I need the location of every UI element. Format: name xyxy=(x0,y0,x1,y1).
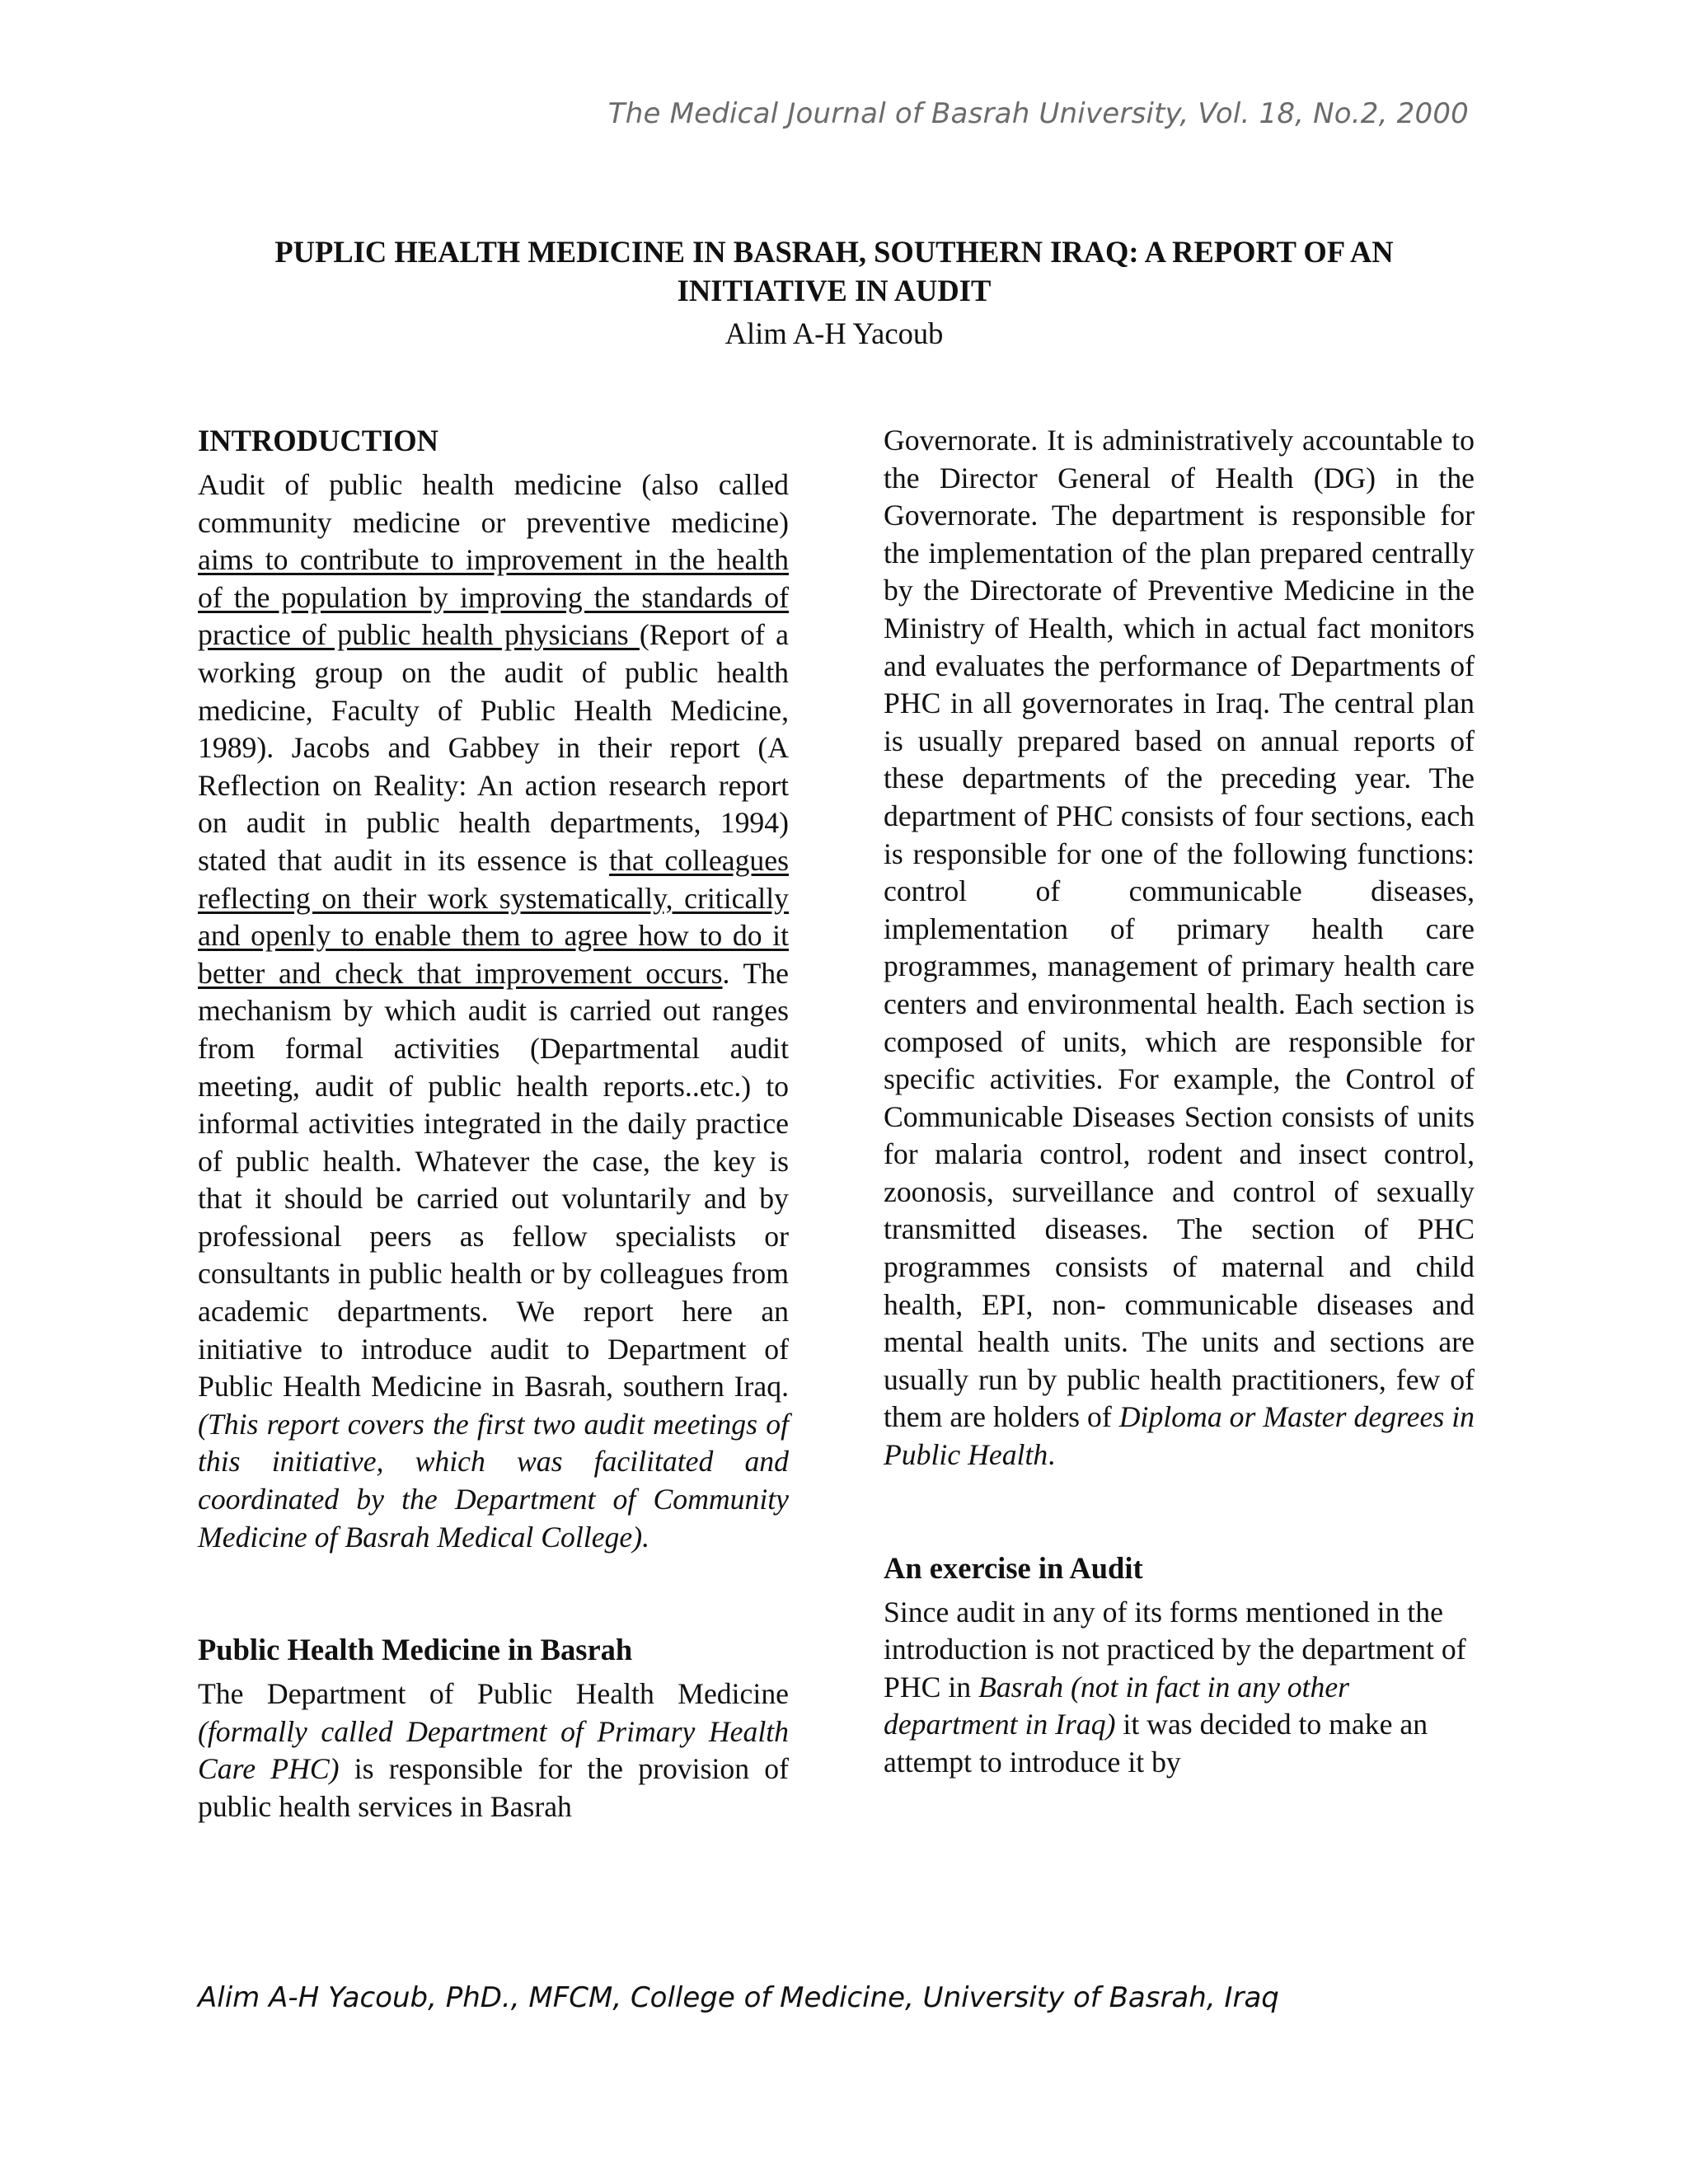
phm-italic: (formally called Department of Primary Health Care PHC) xyxy=(198,1714,789,1786)
paper-title-line-1: PUPLIC HEALTH MEDICINE IN BASRAH, SOUTHERN IRAQ: A REPORT OF AN xyxy=(274,235,1394,269)
phm-basrah-heading: Public Health Medicine in Basrah xyxy=(198,1633,633,1667)
introduction-heading: INTRODUCTION xyxy=(198,424,439,457)
intro-text-1: Audit of public health medicine (also called community medicine or preventive medicine) xyxy=(198,468,789,539)
title-block xyxy=(198,232,1470,353)
phm-continued-paragraph xyxy=(884,422,1475,1474)
left-column xyxy=(198,422,789,1826)
author-name: Alim A-H Yacoub xyxy=(724,316,944,350)
intro-text-2: (Report of a working group on the audit of public health medicine, Faculty of Public Health Medicine, 1989). Jacobs and Gabbey in their report (A Reflection on Reality: An action research report on audit in public health departments, 1994) stated that audit in its essence is xyxy=(198,618,789,877)
introduction-paragraph xyxy=(198,466,789,1556)
phm-basrah-paragraph xyxy=(198,1675,789,1825)
exercise-text-2: it was decided to make an attempt to introduce it by xyxy=(884,1708,1428,1779)
paper-title-line-2: INITIATIVE IN AUDIT xyxy=(677,274,992,307)
right-italic: Diploma or Master degrees in Public Health xyxy=(884,1400,1475,1472)
paper-title xyxy=(198,232,1470,310)
footer-affiliation: Alim A-H Yacoub, PhD., MFCM, College of Medicine, University of Basrah, Iraq xyxy=(198,1981,1279,2014)
exercise-italic: Basrah (not in fact in any other department in Iraq) xyxy=(884,1670,1350,1741)
right-column xyxy=(884,422,1475,1782)
intro-underlined-1: aims to contribute to improvement in the health of the population by improving the standards of practice of public health physicians xyxy=(198,543,789,652)
phm-text-1: The Department of Public Health Medicine xyxy=(198,1677,789,1711)
intro-italic-note: (This report covers the first two audit meetings of this initiative, which was facilitated and coordinated by the Department of Community Medicine of Basrah Medical College). xyxy=(198,1407,789,1554)
phm-text-2: is responsible for the provision of public health services in Basrah xyxy=(198,1752,790,1823)
exercise-text-1: Since audit in any of its forms mentioned in the introduction is not practiced by the department of PHC in xyxy=(884,1595,1466,1704)
exercise-heading: An exercise in Audit xyxy=(884,1550,1143,1585)
exercise-paragraph xyxy=(884,1594,1475,1782)
right-text-1: Governorate. It is administratively accountable to the Director General of Health (DG) in the Governorate. The department is responsible for the implementation of the plan prepared centrally by the Directorate of Preventive Medicine in the Ministry of Health, which in actual fact monitors and evaluates the performance of Departments of PHC in all governorates in Iraq. The central plan is usually prepared based on annual reports of these departments of the preceding year. The department of PHC consists of four sections, each is responsible for one of the following functions: control of communicable diseases, implementation of primary health care programmes, management of primary health care centers and environmental health. Each section is composed of units, which are responsible for specific activities. For example, the Control of Communicable Diseases Section consists of units for malaria control, rodent and insect control, zoonosis, surveillance and control of sexually transmitted diseases. The section of PHC programmes consists of maternal and child health, EPI, non- communicable diseases and mental health units. The units and sections are usually run by public health practitioners, few of them are holders of xyxy=(884,424,1475,1434)
right-text-end: . xyxy=(1048,1438,1056,1472)
intro-underlined-2: that colleagues reflecting on their work systematically, critically and openly to enable them to agree how to do it better and check that improvement occurs xyxy=(198,843,789,990)
running-header: The Medical Journal of Basrah University, Vol. 18, No.2, 2000 xyxy=(607,97,1469,130)
intro-text-3: . The mechanism by which audit is carried out ranges from formal activities (Departmental audit meeting, audit of public health reports..etc.) to informal activities integrated in the daily practice of public health. Whatever the case, the key is that it should be carried out voluntarily and by professional peers as fellow specialists or consultants in public health or by colleagues from academic departments. We report here an initiative to introduce audit to Department of Public Health Medicine in Basrah, southern Iraq. xyxy=(198,956,789,1404)
